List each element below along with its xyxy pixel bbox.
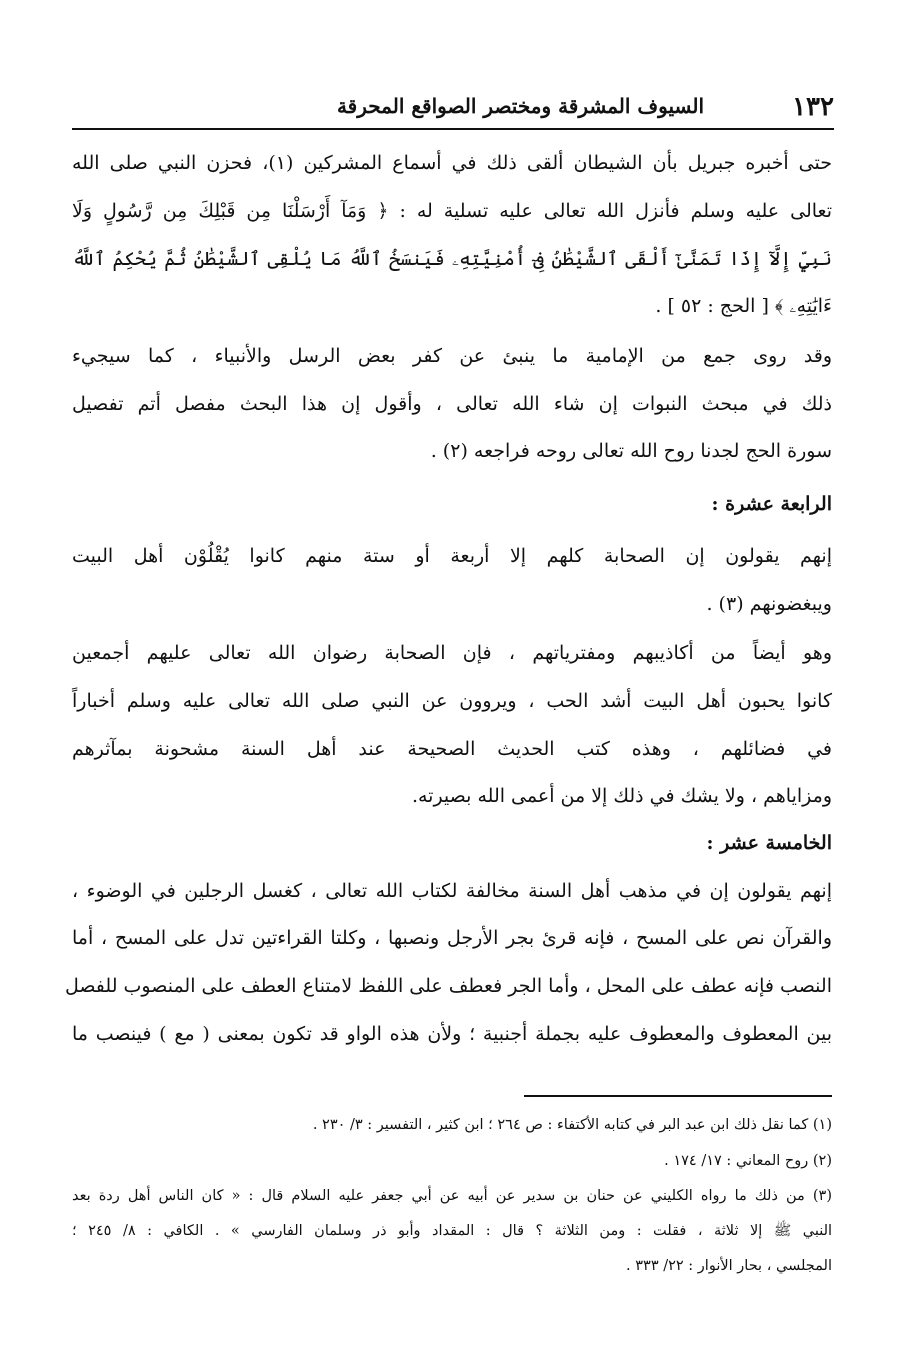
text-line: إنهم يقولون إن في مذهب أهل السنة مخالفة لكتاب الله تعالى ، كغسل الرجلين في الوضوء ، <box>72 880 832 902</box>
text-line: النصب فإنه عطف على المحل ، وأما الجر فعطف على اللفظ لامتناع العطف على المنصوب للفصل <box>64 975 832 997</box>
text-line: بين المعطوف والمعطوف عليه بجملة أجنبية ؛ ولأن هذه الواو قد تكون بمعنى ( مع ) فينصب ما <box>72 1023 832 1045</box>
section-heading: الخامسة عشر : <box>706 832 832 854</box>
quran-line: ءَايَٰتِهِۦ ﴾ [ الحج : ٥٢ ] . <box>655 295 832 317</box>
quran-line: نَبِيٍّ إِلَّآ إِذَا تَمَنَّىٰٓ أَلْقَى ٱلشَّيْطَٰنُ فِىٓ أُمْنِيَّتِهِۦ فَيَنسَخُ ٱللَّهُ مَا يُلْقِى ٱلشَّيْطَٰنُ ثُمَّ يُحْكِمُ ٱللَّهُ <box>72 248 832 270</box>
text-line: ومزاياهم ، ولا يشك في ذلك إلا من أعمى الله بصيرته. <box>411 785 832 807</box>
footnote: (٣) من ذلك ما رواه الكليني عن حنان بن سدير عن أبيه عن أبي جعفر عليه السلام قال : « كان الناس أهل ردة بعد <box>72 1188 832 1204</box>
text-line: ويبغضونهم (٣) . <box>706 593 832 615</box>
footnote: (١) كما نقل ذلك ابن عبد البر في كتابه الأكتفاء : ص ٢٦٤ ؛ ابن كثير ، التفسير : ٣/ ٢٣٠ . <box>312 1117 832 1133</box>
footnote-rule <box>524 1095 832 1097</box>
text-line: والقرآن نص على المسح ، فإنه قرئ بجر الأرجل ونصبها ، وكلتا القراءتين تدل على المسح ، أما <box>72 927 832 949</box>
footnote-continuation: النبي ﷺ إلا ثلاثة ، فقلت : ومن الثلاثة ؟ قال : المقداد وأبو ذر وسلمان الفارسي » . الكافي : ٨/ ٢٤٥ ؛ <box>72 1223 833 1239</box>
footnote-continuation: المجلسي ، بحار الأنوار : ٢٢/ ٣٣٣ . <box>626 1258 832 1274</box>
footnote: (٢) روح المعاني : ١٧/ ١٧٤ . <box>664 1153 832 1169</box>
text-line: حتى أخبره جبريل بأن الشيطان ألقى ذلك في أسماع المشركين (١)، فحزن النبي صلى الله <box>72 152 832 174</box>
text-line: وقد روى جمع من الإمامية ما ينبئ عن كفر بعض الرسل والأنبياء ، كما سيجيء <box>72 345 832 367</box>
section-heading: الرابعة عشرة : <box>711 493 832 515</box>
text-line: سورة الحج لجدنا روح الله تعالى روحه فراجعه (٢) . <box>430 440 832 462</box>
book-title: السيوف المشرقة ومختصر الصواقع المحرقة <box>336 94 704 118</box>
text-line: ذلك في مبحث النبوات إن شاء الله تعالى ، وأقول إن هذا البحث مفصل أتم تفصيل <box>72 393 832 415</box>
text-line: كانوا يحبون أهل البيت أشد الحب ، ويروون عن النبي صلى الله تعالى عليه وسلم أخباراً <box>72 690 832 712</box>
running-header <box>72 92 834 128</box>
text-line: وهو أيضاً من أكاذيبهم ومفترياتهم ، فإن الصحابة رضوان الله تعالى عليهم أجمعين <box>72 642 832 664</box>
text-line: في فضائلهم ، وهذه كتب الحديث الصحيحة عند أهل السنة مشحونة بمآثرهم <box>72 738 832 760</box>
page-number: ١٣٢ <box>792 92 834 122</box>
header-rule <box>72 128 834 130</box>
text-line: إنهم يقولون إن الصحابة كلهم إلا أربعة أو ستة منهم كانوا يُقْلُوْن أهل البيت <box>72 545 832 567</box>
text-line: تعالى عليه وسلم فأنزل الله تعالى عليه تسلية له : ﴿ وَمَآ أَرْسَلْنَا مِن قَبْلِكَ مِن رَّسُولٍ وَلَا <box>72 200 832 222</box>
